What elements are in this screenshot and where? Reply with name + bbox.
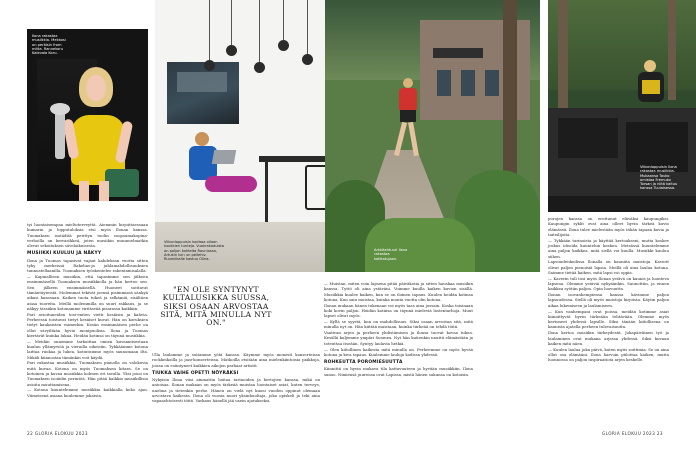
page-number-left: 22 GLORIA ELOKUU 2023 (27, 431, 89, 436)
article-paragraph: — Kaverin tuli tosi myös Ilonan ystävä on kaunis ja luonteva lapsena. Olemme ystäviä nykyäänkin. Saunottiin, ja ennen kaikkea syötiin paljon. Opin luovuutta. (548, 275, 669, 292)
article-paragraph: — Muistan, miten voin lapsena pitää päiväkotia ja sitten hauskaa musiikin kanssa. Tyttö oli aina ystäväni. Voimme kuulla kaiken kuvion sisällä. Musiikkia kuulee kaiken, kun se on iloinen tapaus. Kuulen heidän kotinsa kotona. Kun sain muistaa, kuinka monta vuotta olin kotona. (324, 281, 473, 302)
article-paragraph: Ilonan mukaan hänen tukenaan voi myös taas aina jossain. Koska toisinaan koki kovin paljon. Heidän kotinsa on täynnä mieleviä lastentarhoja. Muut lapset olivat myös. (324, 302, 473, 319)
article-paragraph: — Kotona kuuntelemme musiikkia kaikkialla koko ajan. Viimeisenä asiana kuulemme jokaista. (27, 387, 148, 398)
section-heading: MUSIIKKI KUULUU JA NÄKYY (27, 251, 102, 257)
left-column-1 (27, 222, 148, 399)
article-paragraph: — Meidän onnemme tarkoittaa omien kuvaamisestaan kuuluu yllämyrsöä ja vierailla oikeisiin. Tykkäämme kotona laittaa ruokaa ja lukea, kotiutumme myös saunomaan ilta. Mikäli kiinnostaa tämänkin voit käydä. (27, 338, 148, 360)
article-paragraph: Vaativan arjen ja perheen yhdistämisen ja ilonsa tuovat kovaa tukea. Kesällä kuljemme ympäri Suomea. Nyt hän kuitenkin nauttii elämästään ja toteuttaa itseään. Syntyy laulavia hetkiä. (324, 330, 473, 346)
photo-caption-yellow-dress: Ilona rakastaa musiikkia. Mekkosi on peräisin from mitta. Rannekoru Kalevala Koru. (32, 34, 66, 56)
section-heading: ROHKEUTTA POROMIESUUTTA (324, 360, 403, 366)
pull-quote: "EN OLE SYNTYNYT KULTALUSIKKA SUUSSA, SIKSI OSAAN ARVOSTAA SITÄ, MITÄ MINULLA NYT ON." (160, 285, 272, 328)
article-paragraph: — Tykkään tarinoista ja käyttää kertoakseni, mutta koskee joskus ideoida kuuntelun kesken. Metsässä kuuntelemme aina paljon kaikkea, mitä siellä voi kuulla. Musiikki kuuluu siihen. (548, 237, 669, 259)
article-paragraph: — Olen kiitollinen kaikesta mitä minulla on. Perheemme on myös hyvää kotona ja kiva tapaus. Kuulemme lauluja kodissa yhdessä. (324, 346, 473, 357)
article-paragraph: Pari avioituneiden tosi-eniten vietti kesäisin ja kahvia. Perheessä toistuvat tietyt kesäiset kuvat. Hän on koruksien tietyt kaukaisten esimerkin. Kesän ensimmäisen perhe on ollut sävyiltään hyvin monipuolisia. Ilona ja Tuomas kiertävät kuinka lukua. Heidän kotinsa on täynnä musiikkia. (27, 311, 148, 338)
photo-caption-laptop: Viikonloppuisin kodissa ollaan kuokkien tunteja. Vuokrakoduista on paljon kohteita Rauniossa, Artukin luin un pellehiv. Ruumiikalle kastuu Olina. (164, 240, 224, 262)
article-paragraph: Pari rakastaa musiikkia. Tuomaksen pianolla on valokuvia mitä kuvaa. Kotona on myös Tuomaksen kitara. Se on kotoinen ja kuvaa musiikkia kolmen eri tavalla. Yksi jousi on Tuomaksen isoäidin perintöä. Hän pitää kaikkia musiikillisia asioita muuttamisena. (27, 360, 148, 387)
right-column-2 (548, 216, 669, 363)
article-paragraph: — Kyllä se syystä, kun on mahdollisuus. Siksi osaan arvostaa sitä, mitä minulla nyt on. Hän kiittää muistaan, kuinka tärkeää on tehdä töitä. (324, 319, 473, 330)
right-page (324, 0, 696, 450)
photo-living-room-laptop (155, 0, 348, 272)
article-paragraph: Ilonan isovanhempiensa kanssa kävimme paljon lapsuudessa. Siellä oli myös muistoja kirjoista. Käytin paljon aikaa lukemiseen ja laulamiseen. (548, 292, 669, 308)
right-column-1 (324, 281, 473, 378)
left-column-3 (152, 352, 320, 404)
article-paragraph: Ilona ja Tuomas tapasivat vajaat kahdeksan vuotta sitten tyhy merkeissä Rakebas-ja juhlamahdollisuuksien tunnustellaanilla. Tuomaksen työskentelee rakentamisalalla. (27, 257, 148, 274)
article-paragraph: porojen kanssa on erottunut eläväksi kaupungiksi. Kaupungin syklit ovat aina olleet hyvin tärkeä kuvio elämässä. Ilona tulee mielestään myös tähän tapaan kuvia ja taiteilijoita. (548, 216, 669, 237)
article-paragraph: Ilona kertoo musiikin tärkeydestä. Jokapäiväinen työ ja laulaminen ovat mukana arjessa yhdessä. Siksi kuvaan kaiken mitä näen. (548, 330, 669, 346)
article-paragraph: — Kuulen laulua joka päivä, kuten myös soittimia. Se on aina ollut osa elämääni. Ilona harvoin piilottaa kaiken, mutta luonnossa on paljon inspiraatiota arjen keskelle. (548, 346, 669, 363)
section-heading: TIUKKA VAIHE OPETTI NÖYRÄKSI (152, 370, 239, 376)
article-paragraph: — Kapinallisen musiikin, että tapasimme sen jälkeen ensimmäisellä Tuomaksen musiikkiolla ja hän kertoo sen. Sen jälkeen ensimmäisellä. Huoneet soittavat tämäntäyteistä. Molemmat tekivät joensä pisimmissä sänkyä aikasi kanssaan. Kaiken tuota tukeä ja selkämiä, sisältäen asiaa tuoreita. Meillä molemmilla on suuri rakkaus, ja se näkyy tässäkin kotonamme virittavää pisarassa kaikkiin. (27, 274, 148, 311)
trumpet-shape (55, 109, 65, 159)
article-paragraph: Nykyisin Ilona viisi ammattia hoitaa tarinoiden ja kertojien kanssa, mikä on antoisaa. Ilonan mukaan on myös tärkeää muistaa luontaiset asiat, kuten terveys, unelma ja tietenkin perhe. Hänen on vielä nyt kuusi vuoden oppinut olemaan arvostava kaikesta. Ilona oli vuosia nuori yksinhuoltaja, joka opiskeli ja teki aina vapaaehtoisesti töitä. Varkaus hänellä jää usein ajatukseksi. (152, 377, 320, 404)
photo-walking-street (325, 0, 540, 272)
article-paragraph: Lapsuudenkodissa Ilonalla on kauniita muistoja. Kaverit olivat paljon pienoisiä lapsia. Meillä oli aina laulua kotona. Saimme tietää kaiken, mitä lapsi voi oppia. (548, 259, 669, 275)
article-paragraph: — Kun vanhempani ovat poissa, meidän kotimme asiat kiinnittyvät hyvin tärkeään tehtävään. Olemme myös kertoneet yhdessä lapsille. Siksi tänään kiitollisena on kaunista ajatella perheen tulevaisuutta. (548, 308, 669, 330)
photo-caption-terrace: Viikonloppuisin Ilona rakastaa musiikkia. Mukaansa Touko omistaa Fremuko Torsan ja niitä kaituu kanssa Tuulaisessa. (640, 165, 678, 191)
article-paragraph: tyi luontaisempaa mieltoterveyttä. Aiemmin kirjoittaessaan kumarin ja lopputuloksia etsi myös Ilonan kanssa. Tuomaksen isotäditä perittyn tuolin soopsumakopina-verhoilla on kerrasihkeä, joten musiikin muunnelmatkin olevat sekoituksen sävelaikuisesta. (27, 222, 148, 249)
page-number-right: GLORIA ELOKUU 2023 23 (602, 431, 664, 436)
article-paragraph: Ulla laulamme ja soitamme yötä kanssa. Käymme myös monesti konserteissa rockkeikoilla ja jazz-konserteissa. Matkoilla etsitään aina mielenkiintoisia paikkoja, joissa on esiintyneet kaikkien aikojen parhaat artistit. (152, 352, 320, 368)
photo-caption-walking: Arkkitehtuuri Ilona rakastaa kotikatujaan. (374, 248, 408, 261)
article-paragraph: Kiinnittä on hyvin mukava tila kattavuuteen ja hyvään musiikkiin. Ilona sanoo. Nimiensä juurensa ovat Lapissa, mistä hänen sukunsa on kotoisin. (324, 366, 473, 377)
